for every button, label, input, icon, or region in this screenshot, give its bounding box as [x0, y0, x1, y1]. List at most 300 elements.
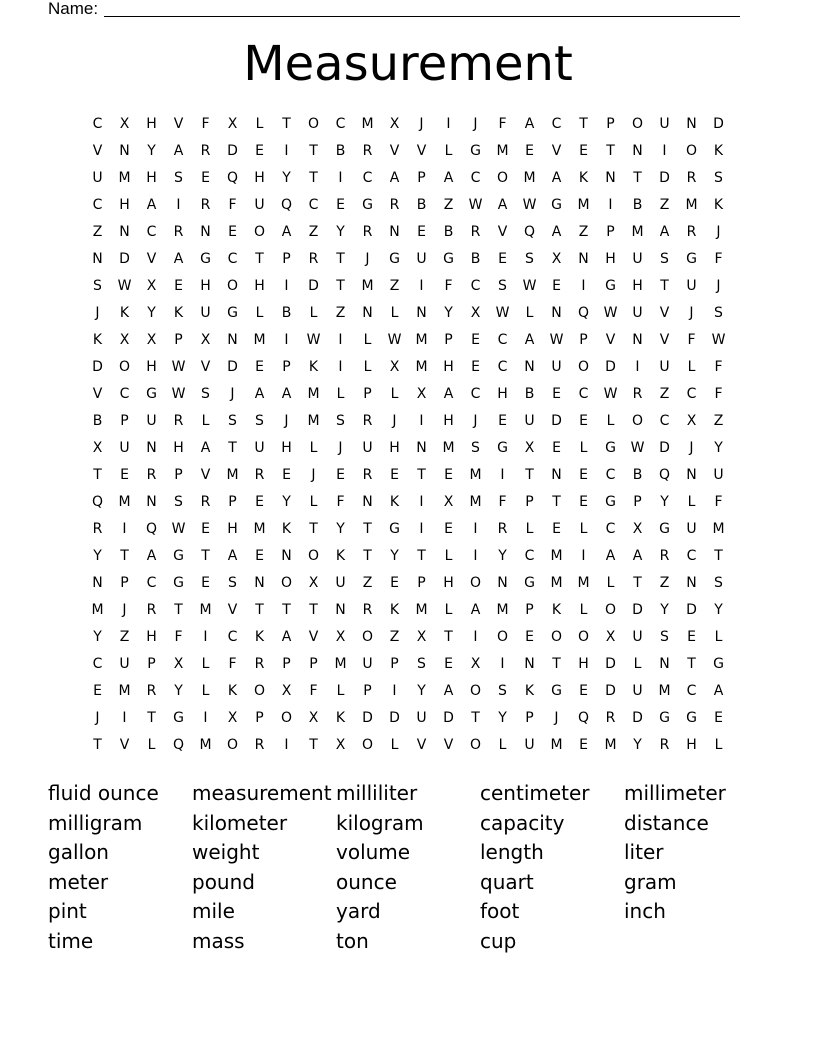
grid-letter[interactable]: A	[443, 170, 454, 186]
grid-letter[interactable]: Y	[282, 170, 291, 186]
grid-letter[interactable]: S	[714, 170, 723, 186]
grid-letter[interactable]: Y	[390, 548, 399, 564]
grid-letter[interactable]: G	[443, 251, 454, 267]
grid-letter[interactable]: S	[498, 683, 507, 699]
grid-letter[interactable]: J	[365, 251, 370, 267]
grid-letter[interactable]: C	[470, 386, 481, 402]
grid-letter[interactable]: D	[389, 710, 400, 726]
grid-letter[interactable]: M	[550, 575, 563, 591]
grid-letter[interactable]: L	[255, 305, 264, 321]
grid-letter[interactable]: N	[497, 575, 508, 591]
grid-letter[interactable]: N	[92, 251, 103, 267]
grid-letter[interactable]: E	[390, 467, 399, 483]
grid-letter[interactable]: R	[200, 143, 211, 159]
grid-letter[interactable]: P	[174, 467, 183, 483]
grid-letter[interactable]: X	[416, 629, 427, 645]
grid-letter[interactable]: S	[660, 251, 669, 267]
grid-letter[interactable]: E	[174, 278, 183, 294]
grid-letter[interactable]: I	[419, 278, 424, 294]
grid-letter[interactable]: S	[498, 278, 507, 294]
grid-letter[interactable]: U	[632, 251, 643, 267]
grid-letter[interactable]: N	[416, 440, 427, 456]
grid-letter[interactable]: R	[362, 413, 373, 429]
grid-letter[interactable]: J	[311, 467, 316, 483]
grid-letter[interactable]: A	[524, 116, 535, 132]
grid-letter[interactable]: A	[281, 629, 292, 645]
grid-letter[interactable]: R	[686, 170, 697, 186]
grid-letter[interactable]: M	[658, 683, 671, 699]
grid-letter[interactable]: L	[687, 359, 696, 375]
grid-letter[interactable]: E	[552, 278, 561, 294]
grid-letter[interactable]: U	[92, 170, 103, 186]
grid-letter[interactable]: T	[309, 737, 318, 753]
grid-letter[interactable]: T	[444, 629, 453, 645]
grid-letter[interactable]: W	[171, 359, 186, 375]
grid-letter[interactable]: C	[146, 575, 157, 591]
grid-letter[interactable]: C	[578, 386, 589, 402]
grid-letter[interactable]: X	[335, 629, 346, 645]
grid-letter[interactable]: H	[686, 737, 697, 753]
grid-letter[interactable]: N	[281, 548, 292, 564]
grid-letter[interactable]: W	[171, 521, 186, 537]
grid-letter[interactable]: X	[470, 305, 481, 321]
grid-letter[interactable]: H	[389, 440, 400, 456]
grid-letter[interactable]: L	[390, 737, 399, 753]
grid-letter[interactable]: B	[443, 224, 454, 240]
grid-letter[interactable]: A	[389, 170, 400, 186]
grid-letter[interactable]: X	[524, 440, 535, 456]
grid-letter[interactable]: G	[551, 197, 562, 213]
grid-letter[interactable]: M	[361, 278, 374, 294]
grid-letter[interactable]: W	[603, 386, 618, 402]
grid-letter[interactable]: I	[284, 143, 289, 159]
grid-letter[interactable]: L	[336, 683, 345, 699]
grid-letter[interactable]: J	[473, 116, 478, 132]
grid-letter[interactable]: G	[686, 710, 697, 726]
grid-letter[interactable]: Z	[92, 224, 103, 240]
grid-letter[interactable]: I	[122, 521, 127, 537]
grid-letter[interactable]: W	[306, 332, 321, 348]
grid-letter[interactable]: F	[444, 278, 453, 294]
grid-letter[interactable]: W	[117, 278, 132, 294]
grid-letter[interactable]: J	[284, 413, 289, 429]
grid-letter[interactable]: R	[659, 548, 670, 564]
grid-letter[interactable]: H	[227, 521, 238, 537]
grid-letter[interactable]: M	[523, 170, 536, 186]
grid-letter[interactable]: O	[307, 116, 320, 132]
grid-letter[interactable]: O	[469, 575, 482, 591]
grid-letter[interactable]: U	[686, 521, 697, 537]
grid-letter[interactable]: I	[419, 413, 424, 429]
grid-letter[interactable]: K	[389, 602, 400, 618]
grid-letter[interactable]: H	[281, 440, 292, 456]
grid-letter[interactable]: H	[146, 116, 157, 132]
grid-letter[interactable]: R	[389, 197, 400, 213]
grid-letter[interactable]: L	[525, 305, 534, 321]
grid-letter[interactable]: N	[335, 602, 346, 618]
grid-letter[interactable]: H	[146, 170, 157, 186]
grid-letter[interactable]: U	[713, 467, 724, 483]
grid-letter[interactable]: P	[120, 413, 129, 429]
grid-letter[interactable]: C	[92, 116, 103, 132]
grid-letter[interactable]: K	[713, 143, 724, 159]
grid-letter[interactable]: U	[416, 251, 427, 267]
grid-letter[interactable]: E	[579, 737, 588, 753]
grid-letter[interactable]: R	[173, 224, 184, 240]
grid-letter[interactable]: K	[254, 629, 265, 645]
grid-letter[interactable]: E	[417, 224, 426, 240]
grid-letter[interactable]: H	[254, 170, 265, 186]
grid-letter[interactable]: X	[227, 710, 238, 726]
grid-letter[interactable]: X	[605, 629, 616, 645]
grid-letter[interactable]: K	[281, 521, 292, 537]
grid-letter[interactable]: P	[282, 359, 291, 375]
grid-letter[interactable]: G	[713, 656, 724, 672]
grid-letter[interactable]: X	[470, 656, 481, 672]
grid-letter[interactable]: C	[686, 683, 697, 699]
grid-letter[interactable]: Y	[417, 683, 426, 699]
grid-letter[interactable]: O	[631, 413, 644, 429]
grid-letter[interactable]: N	[686, 116, 697, 132]
grid-letter[interactable]: H	[119, 197, 130, 213]
grid-letter[interactable]: G	[605, 440, 616, 456]
grid-letter[interactable]: F	[714, 386, 723, 402]
grid-letter[interactable]: I	[662, 143, 667, 159]
grid-letter[interactable]: Z	[659, 575, 670, 591]
grid-letter[interactable]: O	[496, 629, 509, 645]
grid-letter[interactable]: H	[443, 359, 454, 375]
grid-letter[interactable]: U	[119, 440, 130, 456]
grid-letter[interactable]: J	[473, 413, 478, 429]
grid-letter[interactable]: O	[685, 143, 698, 159]
grid-letter[interactable]: O	[226, 278, 239, 294]
grid-letter[interactable]: E	[579, 467, 588, 483]
grid-letter[interactable]: J	[95, 305, 100, 321]
grid-letter[interactable]: I	[122, 710, 127, 726]
grid-letter[interactable]: D	[686, 602, 697, 618]
grid-letter[interactable]: L	[579, 602, 588, 618]
grid-letter[interactable]: P	[525, 494, 534, 510]
grid-letter[interactable]: V	[200, 467, 211, 483]
grid-letter[interactable]: G	[470, 143, 481, 159]
grid-letter[interactable]: M	[415, 602, 428, 618]
grid-letter[interactable]: D	[632, 710, 643, 726]
grid-letter[interactable]: H	[605, 251, 616, 267]
grid-letter[interactable]: M	[307, 386, 320, 402]
grid-letter[interactable]: T	[228, 440, 237, 456]
grid-letter[interactable]: E	[255, 359, 264, 375]
grid-letter[interactable]: A	[281, 386, 292, 402]
grid-letter[interactable]: C	[227, 251, 238, 267]
grid-letter[interactable]: R	[146, 683, 157, 699]
grid-letter[interactable]: D	[659, 170, 670, 186]
grid-letter[interactable]: S	[336, 413, 345, 429]
grid-letter[interactable]: C	[686, 548, 697, 564]
grid-letter[interactable]: G	[146, 386, 157, 402]
grid-letter[interactable]: U	[362, 656, 373, 672]
grid-letter[interactable]: W	[522, 278, 537, 294]
grid-letter[interactable]: L	[579, 440, 588, 456]
grid-letter[interactable]: H	[173, 440, 184, 456]
grid-letter[interactable]: A	[443, 386, 454, 402]
grid-letter[interactable]: Z	[389, 629, 400, 645]
grid-letter[interactable]: V	[146, 251, 157, 267]
grid-letter[interactable]: E	[579, 494, 588, 510]
grid-letter[interactable]: L	[309, 494, 318, 510]
grid-letter[interactable]: I	[203, 710, 208, 726]
grid-letter[interactable]: C	[659, 413, 670, 429]
grid-letter[interactable]: W	[171, 386, 186, 402]
grid-letter[interactable]: V	[659, 305, 670, 321]
grid-letter[interactable]: Y	[660, 494, 669, 510]
grid-letter[interactable]: L	[444, 602, 453, 618]
grid-letter[interactable]: X	[308, 575, 319, 591]
grid-letter[interactable]: O	[631, 116, 644, 132]
grid-letter[interactable]: L	[309, 305, 318, 321]
grid-letter[interactable]: E	[525, 143, 534, 159]
grid-letter[interactable]: X	[227, 116, 238, 132]
grid-letter[interactable]: Z	[659, 197, 670, 213]
grid-letter[interactable]: D	[227, 359, 238, 375]
grid-letter[interactable]: S	[174, 494, 183, 510]
grid-letter[interactable]: H	[578, 656, 589, 672]
grid-letter[interactable]: T	[417, 548, 426, 564]
grid-letter[interactable]: P	[363, 683, 372, 699]
grid-letter[interactable]: M	[712, 521, 725, 537]
grid-letter[interactable]: E	[498, 413, 507, 429]
grid-letter[interactable]: O	[550, 629, 563, 645]
grid-letter[interactable]: Y	[93, 629, 102, 645]
grid-letter[interactable]: D	[713, 116, 724, 132]
grid-letter[interactable]: C	[497, 332, 508, 348]
grid-letter[interactable]: D	[605, 359, 616, 375]
grid-letter[interactable]: F	[228, 197, 237, 213]
grid-letter[interactable]: L	[714, 629, 723, 645]
grid-letter[interactable]: F	[228, 656, 237, 672]
grid-letter[interactable]: Y	[714, 602, 723, 618]
grid-letter[interactable]: T	[174, 602, 183, 618]
grid-letter[interactable]: M	[550, 737, 563, 753]
grid-letter[interactable]: N	[659, 656, 670, 672]
grid-letter[interactable]: V	[605, 332, 616, 348]
grid-letter[interactable]: M	[631, 224, 644, 240]
grid-letter[interactable]: K	[713, 197, 724, 213]
grid-letter[interactable]: A	[470, 602, 481, 618]
grid-letter[interactable]: A	[146, 548, 157, 564]
grid-letter[interactable]: U	[659, 116, 670, 132]
grid-letter[interactable]: R	[200, 494, 211, 510]
grid-letter[interactable]: P	[606, 224, 615, 240]
grid-letter[interactable]: A	[254, 386, 265, 402]
grid-letter[interactable]: I	[500, 467, 505, 483]
grid-letter[interactable]: I	[176, 197, 181, 213]
grid-letter[interactable]: Y	[336, 224, 345, 240]
grid-letter[interactable]: E	[201, 170, 210, 186]
grid-letter[interactable]: G	[605, 494, 616, 510]
grid-letter[interactable]: R	[362, 143, 373, 159]
grid-letter[interactable]: E	[579, 683, 588, 699]
grid-letter[interactable]: J	[689, 440, 694, 456]
grid-letter[interactable]: L	[363, 332, 372, 348]
grid-letter[interactable]: V	[200, 359, 211, 375]
grid-letter[interactable]: M	[253, 332, 266, 348]
grid-letter[interactable]: N	[686, 575, 697, 591]
grid-letter[interactable]: J	[689, 305, 694, 321]
grid-letter[interactable]: V	[173, 116, 184, 132]
grid-letter[interactable]: S	[201, 386, 210, 402]
grid-letter[interactable]: D	[308, 278, 319, 294]
grid-letter[interactable]: E	[255, 143, 264, 159]
grid-letter[interactable]: D	[443, 710, 454, 726]
grid-letter[interactable]: T	[471, 710, 480, 726]
grid-letter[interactable]: T	[633, 170, 642, 186]
grid-letter[interactable]: A	[146, 197, 157, 213]
grid-letter[interactable]: B	[281, 305, 292, 321]
grid-letter[interactable]: I	[338, 332, 343, 348]
grid-letter[interactable]: W	[468, 197, 483, 213]
grid-letter[interactable]: S	[228, 413, 237, 429]
grid-letter[interactable]: O	[469, 737, 482, 753]
grid-letter[interactable]: M	[550, 548, 563, 564]
grid-letter[interactable]: F	[201, 116, 210, 132]
grid-letter[interactable]: T	[93, 737, 102, 753]
grid-letter[interactable]: L	[390, 386, 399, 402]
grid-letter[interactable]: I	[608, 197, 613, 213]
grid-letter[interactable]: K	[524, 683, 535, 699]
grid-letter[interactable]: W	[549, 332, 564, 348]
grid-letter[interactable]: R	[362, 602, 373, 618]
grid-letter[interactable]: K	[227, 683, 238, 699]
grid-letter[interactable]: T	[579, 116, 588, 132]
grid-letter[interactable]: I	[635, 359, 640, 375]
grid-letter[interactable]: N	[92, 575, 103, 591]
grid-letter[interactable]: Z	[578, 224, 589, 240]
grid-letter[interactable]: E	[201, 575, 210, 591]
grid-letter[interactable]: E	[714, 710, 723, 726]
grid-letter[interactable]: U	[416, 710, 427, 726]
grid-letter[interactable]: S	[525, 251, 534, 267]
grid-letter[interactable]: K	[92, 332, 103, 348]
grid-letter[interactable]: E	[579, 143, 588, 159]
grid-letter[interactable]: S	[228, 575, 237, 591]
grid-letter[interactable]: E	[525, 629, 534, 645]
grid-letter[interactable]: P	[309, 656, 318, 672]
grid-letter[interactable]: L	[579, 521, 588, 537]
grid-letter[interactable]: L	[714, 737, 723, 753]
grid-letter[interactable]: X	[200, 332, 211, 348]
grid-letter[interactable]: Q	[145, 521, 158, 537]
grid-letter[interactable]: U	[254, 440, 265, 456]
grid-letter[interactable]: T	[606, 143, 615, 159]
grid-letter[interactable]: S	[660, 629, 669, 645]
grid-letter[interactable]: R	[605, 710, 616, 726]
grid-letter[interactable]: J	[392, 413, 397, 429]
grid-letter[interactable]: F	[714, 494, 723, 510]
grid-letter[interactable]: E	[552, 440, 561, 456]
grid-letter[interactable]: L	[363, 359, 372, 375]
grid-letter[interactable]: M	[118, 683, 131, 699]
grid-letter[interactable]: N	[524, 656, 535, 672]
grid-letter[interactable]: G	[173, 575, 184, 591]
grid-letter[interactable]: K	[551, 602, 562, 618]
grid-letter[interactable]: G	[659, 710, 670, 726]
grid-letter[interactable]: K	[308, 359, 319, 375]
grid-letter[interactable]: R	[146, 467, 157, 483]
grid-letter[interactable]: A	[173, 143, 184, 159]
grid-letter[interactable]: I	[581, 278, 586, 294]
grid-letter[interactable]: L	[606, 413, 615, 429]
grid-letter[interactable]: L	[201, 656, 210, 672]
grid-letter[interactable]: H	[443, 575, 454, 591]
grid-letter[interactable]: R	[308, 251, 319, 267]
grid-letter[interactable]: E	[336, 467, 345, 483]
grid-letter[interactable]: K	[578, 170, 589, 186]
grid-letter[interactable]: X	[119, 332, 130, 348]
grid-letter[interactable]: E	[552, 521, 561, 537]
grid-letter[interactable]: E	[255, 548, 264, 564]
grid-letter[interactable]: A	[551, 170, 562, 186]
grid-letter[interactable]: N	[551, 305, 562, 321]
grid-letter[interactable]: T	[552, 656, 561, 672]
grid-letter[interactable]: G	[389, 251, 400, 267]
grid-letter[interactable]: M	[253, 521, 266, 537]
grid-letter[interactable]: E	[444, 656, 453, 672]
grid-letter[interactable]: G	[362, 197, 373, 213]
grid-letter[interactable]: P	[255, 710, 264, 726]
grid-letter[interactable]: O	[118, 359, 131, 375]
grid-letter[interactable]: Q	[577, 710, 590, 726]
grid-letter[interactable]: R	[200, 197, 211, 213]
grid-letter[interactable]: L	[444, 548, 453, 564]
grid-letter[interactable]: Q	[91, 494, 104, 510]
grid-letter[interactable]: M	[91, 602, 104, 618]
grid-letter[interactable]: M	[685, 197, 698, 213]
grid-letter[interactable]: G	[389, 521, 400, 537]
grid-letter[interactable]: Z	[362, 575, 373, 591]
grid-letter[interactable]: F	[174, 629, 183, 645]
grid-letter[interactable]: H	[146, 359, 157, 375]
grid-letter[interactable]: O	[577, 629, 590, 645]
grid-letter[interactable]: R	[254, 467, 265, 483]
grid-letter[interactable]: B	[92, 413, 103, 429]
grid-letter[interactable]: Z	[119, 629, 130, 645]
grid-letter[interactable]: G	[227, 305, 238, 321]
grid-letter[interactable]: O	[361, 737, 374, 753]
grid-letter[interactable]: T	[282, 116, 291, 132]
grid-letter[interactable]: O	[496, 170, 509, 186]
grid-letter[interactable]: K	[335, 710, 346, 726]
grid-letter[interactable]: Y	[282, 494, 291, 510]
grid-letter[interactable]: W	[711, 332, 726, 348]
grid-letter[interactable]: P	[363, 386, 372, 402]
grid-letter[interactable]: A	[713, 683, 724, 699]
grid-letter[interactable]: Q	[577, 305, 590, 321]
grid-letter[interactable]: C	[524, 548, 535, 564]
grid-letter[interactable]: I	[446, 116, 451, 132]
grid-letter[interactable]: D	[551, 413, 562, 429]
grid-letter[interactable]: I	[203, 629, 208, 645]
grid-letter[interactable]: L	[525, 521, 534, 537]
grid-letter[interactable]: F	[687, 332, 696, 348]
grid-letter[interactable]: L	[498, 737, 507, 753]
grid-letter[interactable]: U	[659, 359, 670, 375]
grid-letter[interactable]: T	[552, 494, 561, 510]
grid-letter[interactable]: Q	[226, 170, 239, 186]
grid-letter[interactable]: E	[471, 359, 480, 375]
grid-letter[interactable]: F	[336, 494, 345, 510]
grid-letter[interactable]: N	[119, 224, 130, 240]
grid-letter[interactable]: V	[416, 737, 427, 753]
